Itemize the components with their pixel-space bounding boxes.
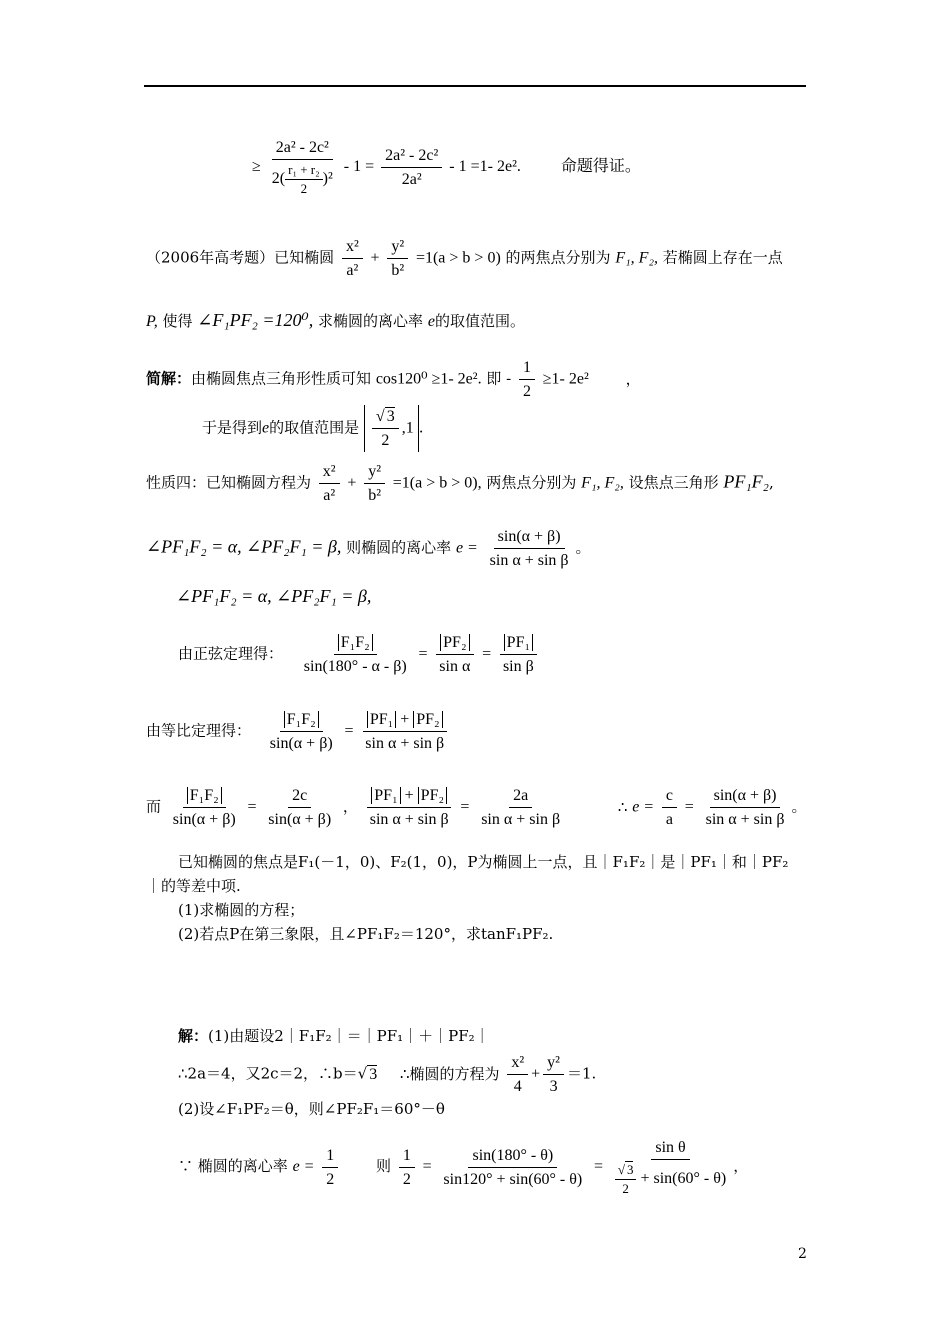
example-part-1: (1)求椭圆的方程； <box>178 901 305 919</box>
property-4: 性质四：已知椭圆方程为 $\frac{\text{x²}}{\text{a²}}$ + $\frac{\text{y²}}{\text{b²}}$ =1(a > b > 0), 两焦点分别为 F₁, F₂, 设焦点三角形 PF₁F₂, <box>146 463 774 505</box>
question-2006-cont: P, 使得 ∠F₁PF₂ =120⁰, 求椭圆的离心率 e的取值范围。 <box>146 310 525 330</box>
range-result: 于是得到e的取值范围是 $\frac{√ 3}{2}$ ,1 . <box>202 405 423 452</box>
fraction-2: $\frac{\text{2a² - 2c²}}{\text{2a²}}$ <box>381 146 442 189</box>
answer-line-4: ∵ 椭圆的离心率 e = $\frac{1}{2}$ 则 $\frac{1}{2}$ = $\frac{\sin(180^\circ - \theta)}{\sin 120^\circ + \sin(60^\circ - \theta)}$ = sin θ $\frac{√ 3}{2}$ + sin(60° - θ) ， <box>178 1139 749 1196</box>
brief-solution: 简解：由椭圆焦点三角形性质可知 cos120⁰ ≥1- 2e². 即 - $\frac{1}{2}$ ≥1- 2e² ， <box>146 359 641 401</box>
range-bracket: $\frac{√ 3}{2}$ ,1 <box>364 405 419 452</box>
fraction-1: 2a² - 2c² 2( $\frac{\text{r₁ + r₂}}{2}$ )² <box>271 139 333 196</box>
geq-sign: ≥ <box>252 157 261 175</box>
ratio-theorem: 由等比定理得： $\frac{\text{F₁F₂}}{\sin(\alpha + \beta)}$ = $\frac{\text{PF₁ + PF₂}}{\text{sin α + sin β}}$ <box>146 710 451 753</box>
answer-label: 解： <box>178 1027 209 1045</box>
inequality-line: ≥ 2a² - 2c² 2( $\frac{\text{r₁ + r₂}}{2}$ )² - 1 = $\frac{\text{2a² - 2c²}}{\text{2a²}}$ - 1 =1- 2e². 命题得证。 <box>252 139 641 196</box>
sine-law: 由正弦定理得： $\frac{\text{F₁F₂}}{\sin(180^\circ - \alpha - \beta)}$ = $\frac{\text{PF₂}}{\text{sin α}}$ = $\frac{\text{PF₁}}{\text{sin β}}$ <box>178 633 541 676</box>
example-part-2: (2)若点P在第三象限，且∠PF₁F₂＝120°，求tanF₁PF₂. <box>178 925 554 943</box>
solution-label: 简解 <box>146 369 177 388</box>
question-2006: （2006年高考题）已知椭圆 $\frac{\text{x²}}{\text{a²}}$ + $\frac{\text{y²}}{\text{b²}}$ =1(a > b > 0) 的两焦点分别为 F₁, F₂, 若椭圆上存在一点 <box>146 238 783 280</box>
answer-line-3: (2)设∠F₁PF₂＝θ，则∠PF₂F₁＝60°－θ <box>178 1100 445 1118</box>
page-number: 2 <box>798 1246 807 1262</box>
example-problem-line-1: 已知椭圆的焦点是F₁(－1，0)、F₂(1，0)，P为椭圆上一点，且｜F₁F₂｜是｜PF₁｜和｜PF₂ <box>178 853 789 871</box>
property-4-formula: ∠PF₁F₂ = α, ∠PF₂F₁ = β, 则椭圆的离心率 e = $\frac{\sin(\alpha + \beta)}{\text{sin α + sin β}}$ 。 <box>146 528 591 570</box>
angles-line: ∠PF₁F₂ = α, ∠PF₂F₁ = β, <box>176 586 372 606</box>
eccentricity-result: 而 $\frac{\text{F₁F₂}}{\sin(\alpha + \beta)}$ = $\frac{2c}{\sin(\alpha + \beta)}$ ， $\frac{\text{PF₁ + PF₂}}{\text{sin α + sin β}}$ = $\frac{2a}{\text{sin α + sin β}}$ ∴ e = $\frac{c}{a}$ = $\frac{\sin(\alpha + \beta)}{\text{sin α + sin β}}$ 。 <box>146 787 807 829</box>
proved-text: 命题得证。 <box>560 157 641 175</box>
top-rule <box>144 85 806 87</box>
example-problem-line-2: ｜的等差中项. <box>146 877 241 895</box>
answer-line-2: ∴2a＝4，又2c＝2，∴b＝√ 3 ∴椭圆的方程为 $\frac{\text{x²}}{4}$ + $\frac{\text{y²}}{3}$ ＝1. <box>178 1054 597 1096</box>
answer-line-1: 解：(1)由题设2｜F₁F₂｜＝｜PF₁｜＋｜PF₂｜ <box>178 1027 490 1045</box>
